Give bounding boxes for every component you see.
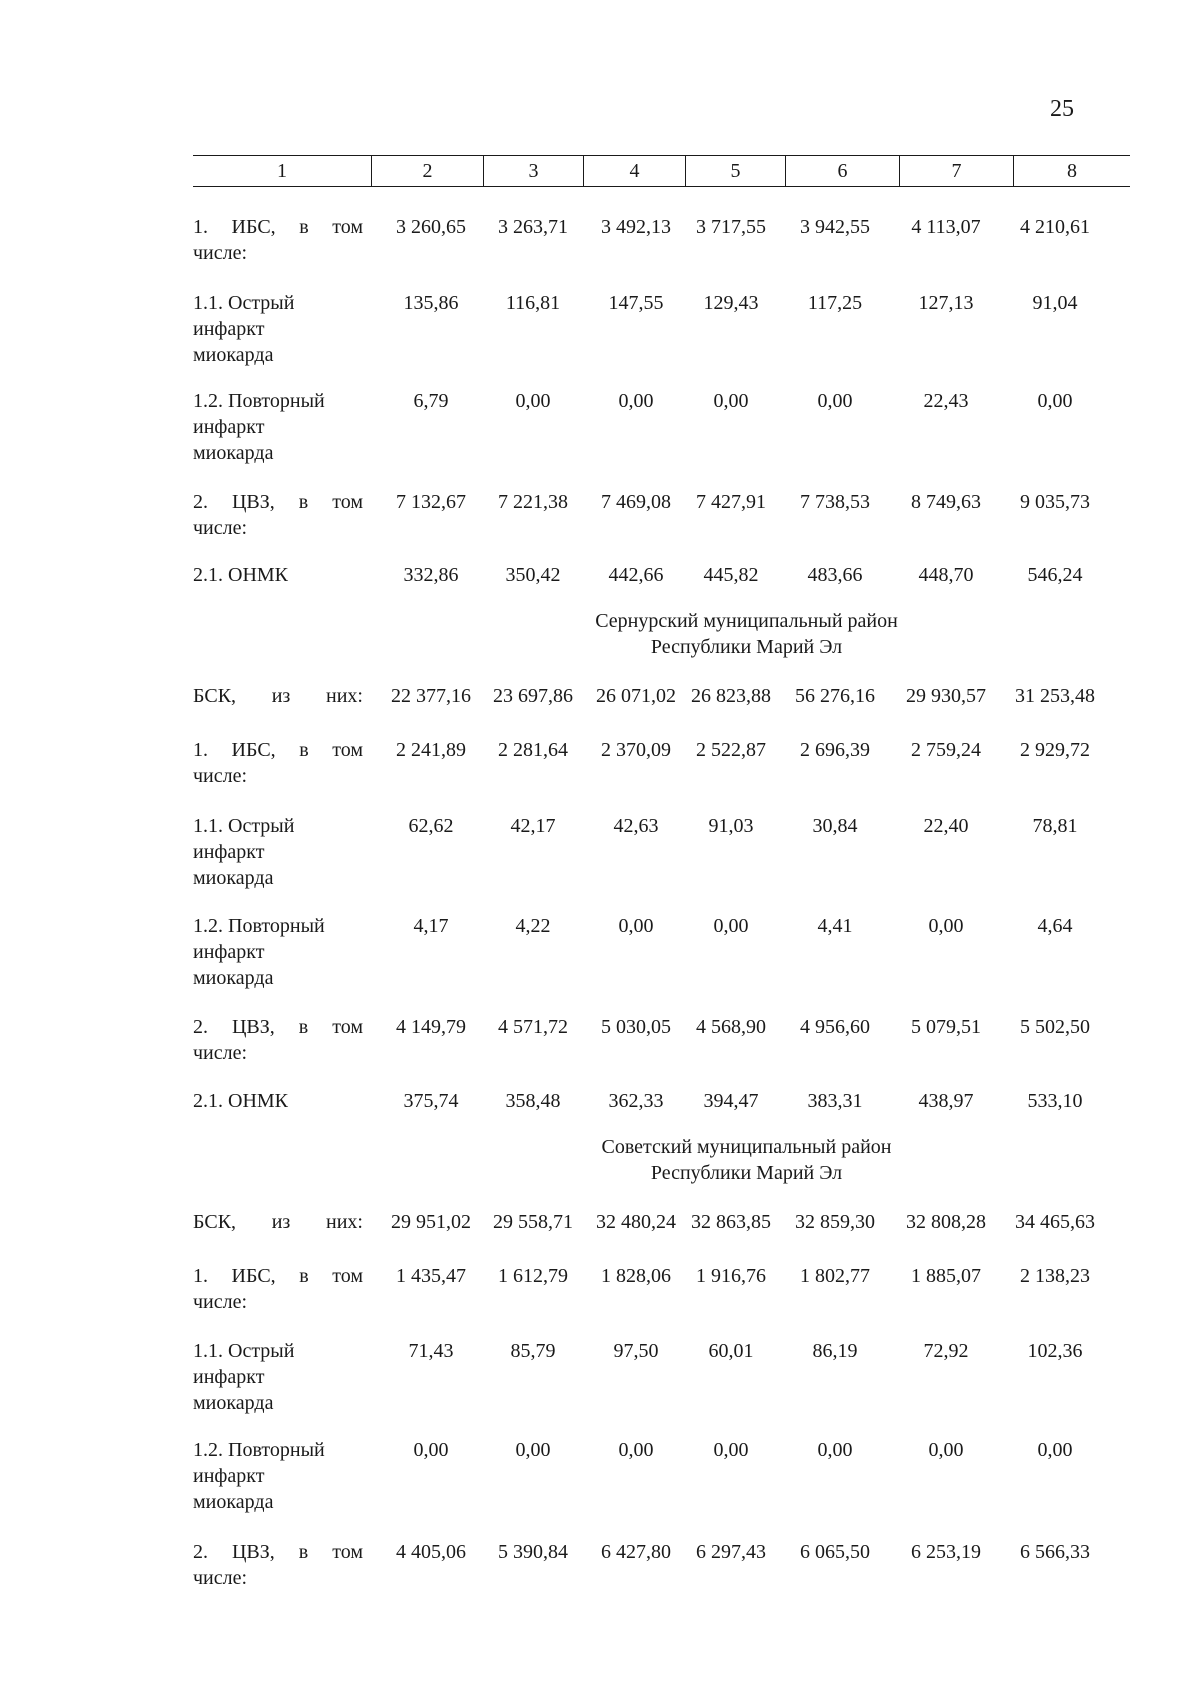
cell-col-3: 85,79: [510, 1340, 556, 1362]
cell-col-6: 30,84: [812, 815, 858, 837]
cell-col-4: 442,66: [608, 564, 664, 586]
cell-col-8: 6 566,33: [1020, 1541, 1090, 1563]
row-label: 1. ИБС, в том числе:: [193, 739, 363, 787]
cell-col-5: 394,47: [703, 1090, 759, 1112]
cell-col-7: 32 808,28: [906, 1211, 986, 1233]
cell-col-8: 78,81: [1032, 815, 1078, 837]
cell-col-6: 6 065,50: [800, 1541, 870, 1563]
row-label: 2. ЦВЗ, в том числе:: [193, 1541, 363, 1589]
cell-col-7: 127,13: [918, 292, 974, 314]
cell-col-8: 533,10: [1027, 1090, 1083, 1112]
cell-col-5: 60,01: [708, 1340, 754, 1362]
cell-col-4: 2 370,09: [601, 739, 671, 761]
cell-col-8: 5 502,50: [1020, 1016, 1090, 1038]
cell-col-7: 29 930,57: [906, 685, 986, 707]
cell-col-8: 34 465,63: [1015, 1211, 1095, 1233]
row-label: БСК, из них:: [193, 1211, 363, 1233]
cell-col-3: 2 281,64: [498, 739, 568, 761]
cell-col-4: 0,00: [618, 915, 654, 937]
cell-col-2: 375,74: [403, 1090, 459, 1112]
cell-col-6: 0,00: [817, 390, 853, 412]
row-label: 1.1. Острый инфаркт миокарда: [193, 292, 295, 366]
header-cell-6: 6: [785, 156, 899, 186]
cell-col-7: 0,00: [928, 1439, 964, 1461]
cell-col-2: 4 149,79: [396, 1016, 466, 1038]
cell-col-5: 129,43: [703, 292, 759, 314]
row-label: 1.1. Острый инфаркт миокарда: [193, 1340, 295, 1414]
cell-col-2: 22 377,16: [391, 685, 471, 707]
cell-col-2: 6,79: [413, 390, 449, 412]
cell-col-8: 31 253,48: [1015, 685, 1095, 707]
cell-col-3: 4 571,72: [498, 1016, 568, 1038]
cell-col-6: 4 956,60: [800, 1016, 870, 1038]
cell-col-2: 62,62: [408, 815, 454, 837]
cell-col-3: 3 263,71: [498, 216, 568, 238]
cell-col-8: 0,00: [1037, 1439, 1073, 1461]
cell-col-5: 0,00: [713, 390, 749, 412]
cell-col-8: 102,36: [1027, 1340, 1083, 1362]
cell-col-2: 7 132,67: [396, 491, 466, 513]
cell-col-3: 7 221,38: [498, 491, 568, 513]
cell-col-8: 4,64: [1037, 915, 1073, 937]
cell-col-8: 0,00: [1037, 390, 1073, 412]
cell-col-2: 332,86: [403, 564, 459, 586]
row-label: 2. ЦВЗ, в том числе:: [193, 1016, 363, 1064]
cell-col-5: 0,00: [713, 1439, 749, 1461]
cell-col-6: 1 802,77: [800, 1265, 870, 1287]
header-cell-3: 3: [483, 156, 583, 186]
cell-col-6: 483,66: [807, 564, 863, 586]
cell-col-4: 362,33: [608, 1090, 664, 1112]
cell-col-7: 438,97: [918, 1090, 974, 1112]
cell-col-6: 3 942,55: [800, 216, 870, 238]
cell-col-5: 4 568,90: [696, 1016, 766, 1038]
cell-col-7: 22,43: [923, 390, 969, 412]
cell-col-4: 26 071,02: [596, 685, 676, 707]
cell-col-4: 1 828,06: [601, 1265, 671, 1287]
cell-col-4: 5 030,05: [601, 1016, 671, 1038]
row-label: 2. ЦВЗ, в том числе:: [193, 491, 363, 539]
cell-col-6: 117,25: [807, 292, 863, 314]
cell-col-7: 2 759,24: [911, 739, 981, 761]
cell-col-7: 448,70: [918, 564, 974, 586]
cell-col-8: 9 035,73: [1020, 491, 1090, 513]
cell-col-8: 546,24: [1027, 564, 1083, 586]
cell-col-6: 56 276,16: [795, 685, 875, 707]
page-number: 25: [1050, 96, 1074, 122]
row-label: 1.2. Повторный инфаркт миокарда: [193, 390, 325, 464]
cell-col-5: 32 863,85: [691, 1211, 771, 1233]
cell-col-4: 97,50: [613, 1340, 659, 1362]
table-header-row: [193, 155, 1130, 187]
cell-col-5: 6 297,43: [696, 1541, 766, 1563]
cell-col-2: 3 260,65: [396, 216, 466, 238]
cell-col-8: 91,04: [1032, 292, 1078, 314]
cell-col-2: 135,86: [403, 292, 459, 314]
cell-col-6: 383,31: [807, 1090, 863, 1112]
row-label: 2.1. ОНМК: [193, 564, 289, 586]
cell-col-4: 7 469,08: [601, 491, 671, 513]
cell-col-4: 42,63: [613, 815, 659, 837]
row-label: 1.2. Повторный инфаркт миокарда: [193, 915, 325, 989]
cell-col-3: 0,00: [515, 390, 551, 412]
cell-col-6: 4,41: [817, 915, 853, 937]
cell-col-3: 0,00: [515, 1439, 551, 1461]
cell-col-6: 32 859,30: [795, 1211, 875, 1233]
cell-col-7: 5 079,51: [911, 1016, 981, 1038]
cell-col-6: 0,00: [817, 1439, 853, 1461]
cell-col-6: 2 696,39: [800, 739, 870, 761]
row-label: 1.2. Повторный инфаркт миокарда: [193, 1439, 325, 1513]
cell-col-2: 4 405,06: [396, 1541, 466, 1563]
row-label: БСК, из них:: [193, 685, 363, 707]
cell-col-5: 91,03: [708, 815, 754, 837]
cell-col-8: 4 210,61: [1020, 216, 1090, 238]
cell-col-2: 4,17: [413, 915, 449, 937]
cell-col-7: 22,40: [923, 815, 969, 837]
row-label: 1. ИБС, в том числе:: [193, 1265, 363, 1313]
header-cell-2: 2: [371, 156, 483, 186]
cell-col-2: 1 435,47: [396, 1265, 466, 1287]
cell-col-8: 2 929,72: [1020, 739, 1090, 761]
cell-col-3: 350,42: [505, 564, 561, 586]
cell-col-5: 0,00: [713, 915, 749, 937]
cell-col-7: 1 885,07: [911, 1265, 981, 1287]
cell-col-3: 116,81: [505, 292, 561, 314]
header-cell-7: 7: [899, 156, 1013, 186]
cell-col-4: 147,55: [608, 292, 664, 314]
cell-col-2: 2 241,89: [396, 739, 466, 761]
cell-col-3: 4,22: [515, 915, 551, 937]
cell-col-3: 29 558,71: [493, 1211, 573, 1233]
cell-col-3: 42,17: [510, 815, 556, 837]
section-title: Сернурский муниципальный район Республики Марий Эл: [595, 610, 898, 658]
row-label: 1. ИБС, в том числе:: [193, 216, 363, 264]
cell-col-8: 2 138,23: [1020, 1265, 1090, 1287]
cell-col-2: 29 951,02: [391, 1211, 471, 1233]
cell-col-4: 0,00: [618, 390, 654, 412]
cell-col-5: 26 823,88: [691, 685, 771, 707]
header-cell-4: 4: [583, 156, 685, 186]
cell-col-2: 0,00: [413, 1439, 449, 1461]
cell-col-4: 6 427,80: [601, 1541, 671, 1563]
cell-col-4: 0,00: [618, 1439, 654, 1461]
row-label: 1.1. Острый инфаркт миокарда: [193, 815, 295, 889]
cell-col-5: 2 522,87: [696, 739, 766, 761]
cell-col-3: 358,48: [505, 1090, 561, 1112]
header-cell-8: 8: [1013, 156, 1130, 186]
cell-col-4: 3 492,13: [601, 216, 671, 238]
cell-col-5: 3 717,55: [696, 216, 766, 238]
row-label: 2.1. ОНМК: [193, 1090, 289, 1112]
cell-col-7: 6 253,19: [911, 1541, 981, 1563]
cell-col-2: 71,43: [408, 1340, 454, 1362]
cell-col-7: 4 113,07: [911, 216, 981, 238]
cell-col-6: 7 738,53: [800, 491, 870, 513]
cell-col-6: 86,19: [812, 1340, 858, 1362]
cell-col-7: 8 749,63: [911, 491, 981, 513]
cell-col-3: 1 612,79: [498, 1265, 568, 1287]
cell-col-7: 0,00: [928, 915, 964, 937]
cell-col-3: 5 390,84: [498, 1541, 568, 1563]
header-cell-5: 5: [685, 156, 785, 186]
cell-col-4: 32 480,24: [596, 1211, 676, 1233]
cell-col-5: 445,82: [703, 564, 759, 586]
cell-col-5: 7 427,91: [696, 491, 766, 513]
cell-col-3: 23 697,86: [493, 685, 573, 707]
cell-col-7: 72,92: [923, 1340, 969, 1362]
header-cell-1: 1: [277, 160, 287, 182]
cell-col-5: 1 916,76: [696, 1265, 766, 1287]
section-title: Советский муниципальный район Республики Марий Эл: [601, 1136, 892, 1184]
